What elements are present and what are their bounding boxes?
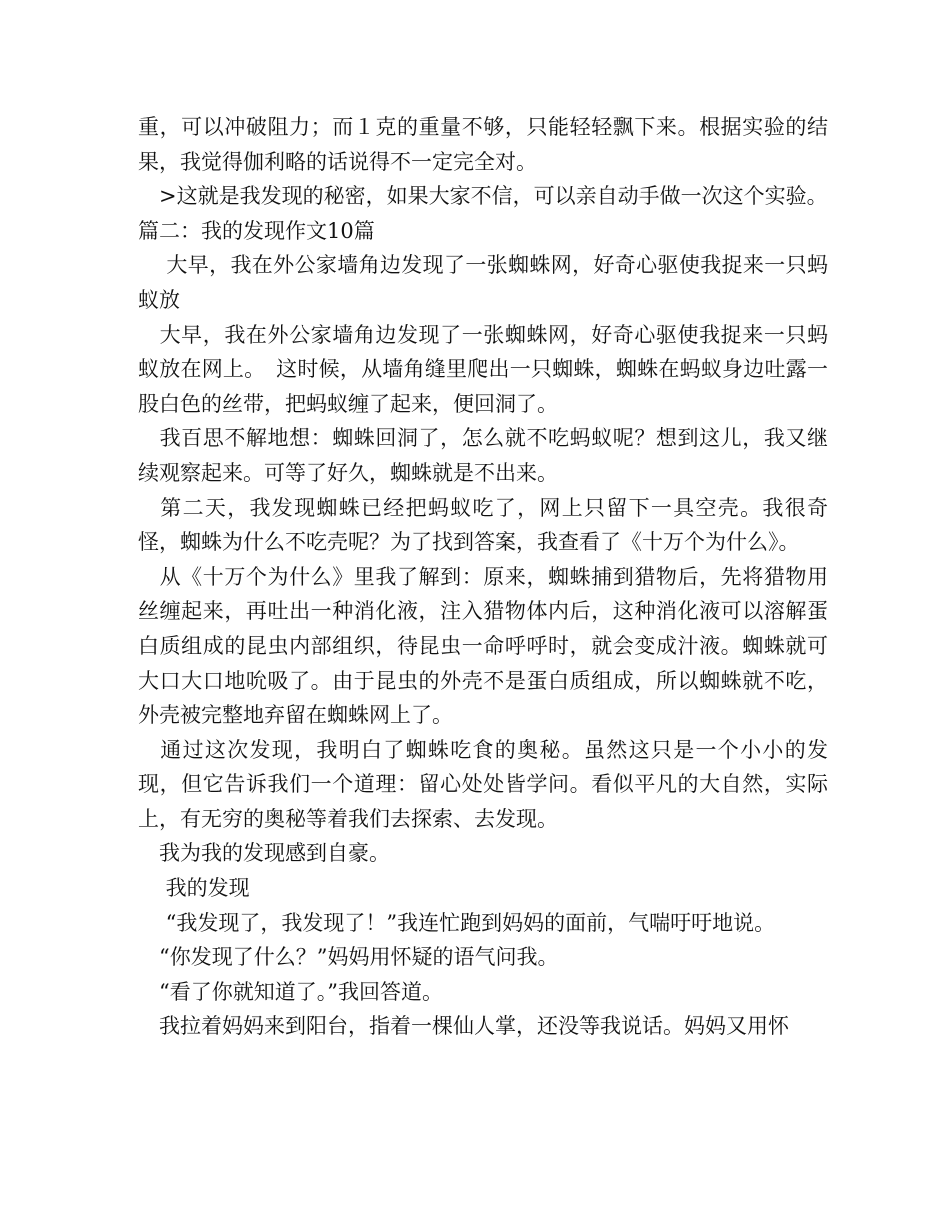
- paragraph: 通过这次发现，我明白了蜘蛛吃食的奥秘。虽然这只是一个小小的发现，但它告诉我们一个道理：留心处处皆学问。看似平凡的大自然，实际上，有无穷的奥秘等着我们去探索、去发现。: [138, 737, 828, 831]
- paragraph: “你发现了什么？”妈妈用怀疑的语气问我。: [138, 945, 559, 970]
- section-heading: 篇二：我的发现作文10篇: [138, 218, 375, 243]
- paragraph: 我百思不解地想：蜘蛛回洞了，怎么就不吃蚂蚁呢？想到这儿，我又继续观察起来。可等了好久，蜘蛛就是不出来。: [138, 426, 828, 485]
- paragraph: >这就是我发现的秘密，如果大家不信，可以亲自动手做一次这个实验。: [138, 184, 828, 209]
- paragraph: 大早，我在外公家墙角边发现了一张蜘蛛网，好奇心驱使我捉来一只蚂蚁放在网上。 这时候，从墙角缝里爬出一只蜘蛛，蜘蛛在蚂蚁身边吐露一股白色的丝带，把蚂蚁缠了起来，便回洞了。: [138, 322, 828, 416]
- paragraph: 我为我的发现感到自豪。: [138, 841, 390, 866]
- paragraph: 从《十万个为什么》里我了解到：原来，蜘蛛捕到猎物后，先将猎物用丝缠起来，再吐出一种消化液，注入猎物体内后，这种消化液可以溶解蛋白质组成的昆虫内部组织，待昆虫一命呼呼时，就会变成汁液。蜘蛛就可大口大口地吮吸了。由于昆虫的外壳不是蛋白质组成，所以蜘蛛就不吃，外壳被完整地弃留在蜘蛛网上了。: [138, 564, 828, 728]
- paragraph: 大早，我在外公家墙角边发现了一张蜘蛛网，好奇心驱使我捉来一只蚂蚁放: [138, 253, 828, 312]
- paragraph: “看了你就知道了。”我回答道。: [138, 979, 443, 1004]
- paragraph: 第二天，我发现蜘蛛已经把蚂蚁吃了，网上只留下一具空壳。我很奇怪，蜘蛛为什么不吃壳呢？为了找到答案，我查看了《十万个为什么》。: [138, 495, 828, 555]
- essay-title: 我的发现: [138, 876, 250, 901]
- paragraph: 重，可以冲破阻力；而１克的重量不够，只能轻轻飘下来。根据实验的结果，我觉得伽利略的话说得不一定完全对。: [138, 115, 828, 174]
- paragraph: 我拉着妈妈来到阳台，指着一棵仙人掌，还没等我说话。妈妈又用怀: [138, 1014, 789, 1039]
- document-body: [138, 110, 828, 1044]
- paragraph: “我发现了，我发现了！”我连忙跑到妈妈的面前，气喘吁吁地说。: [138, 910, 776, 935]
